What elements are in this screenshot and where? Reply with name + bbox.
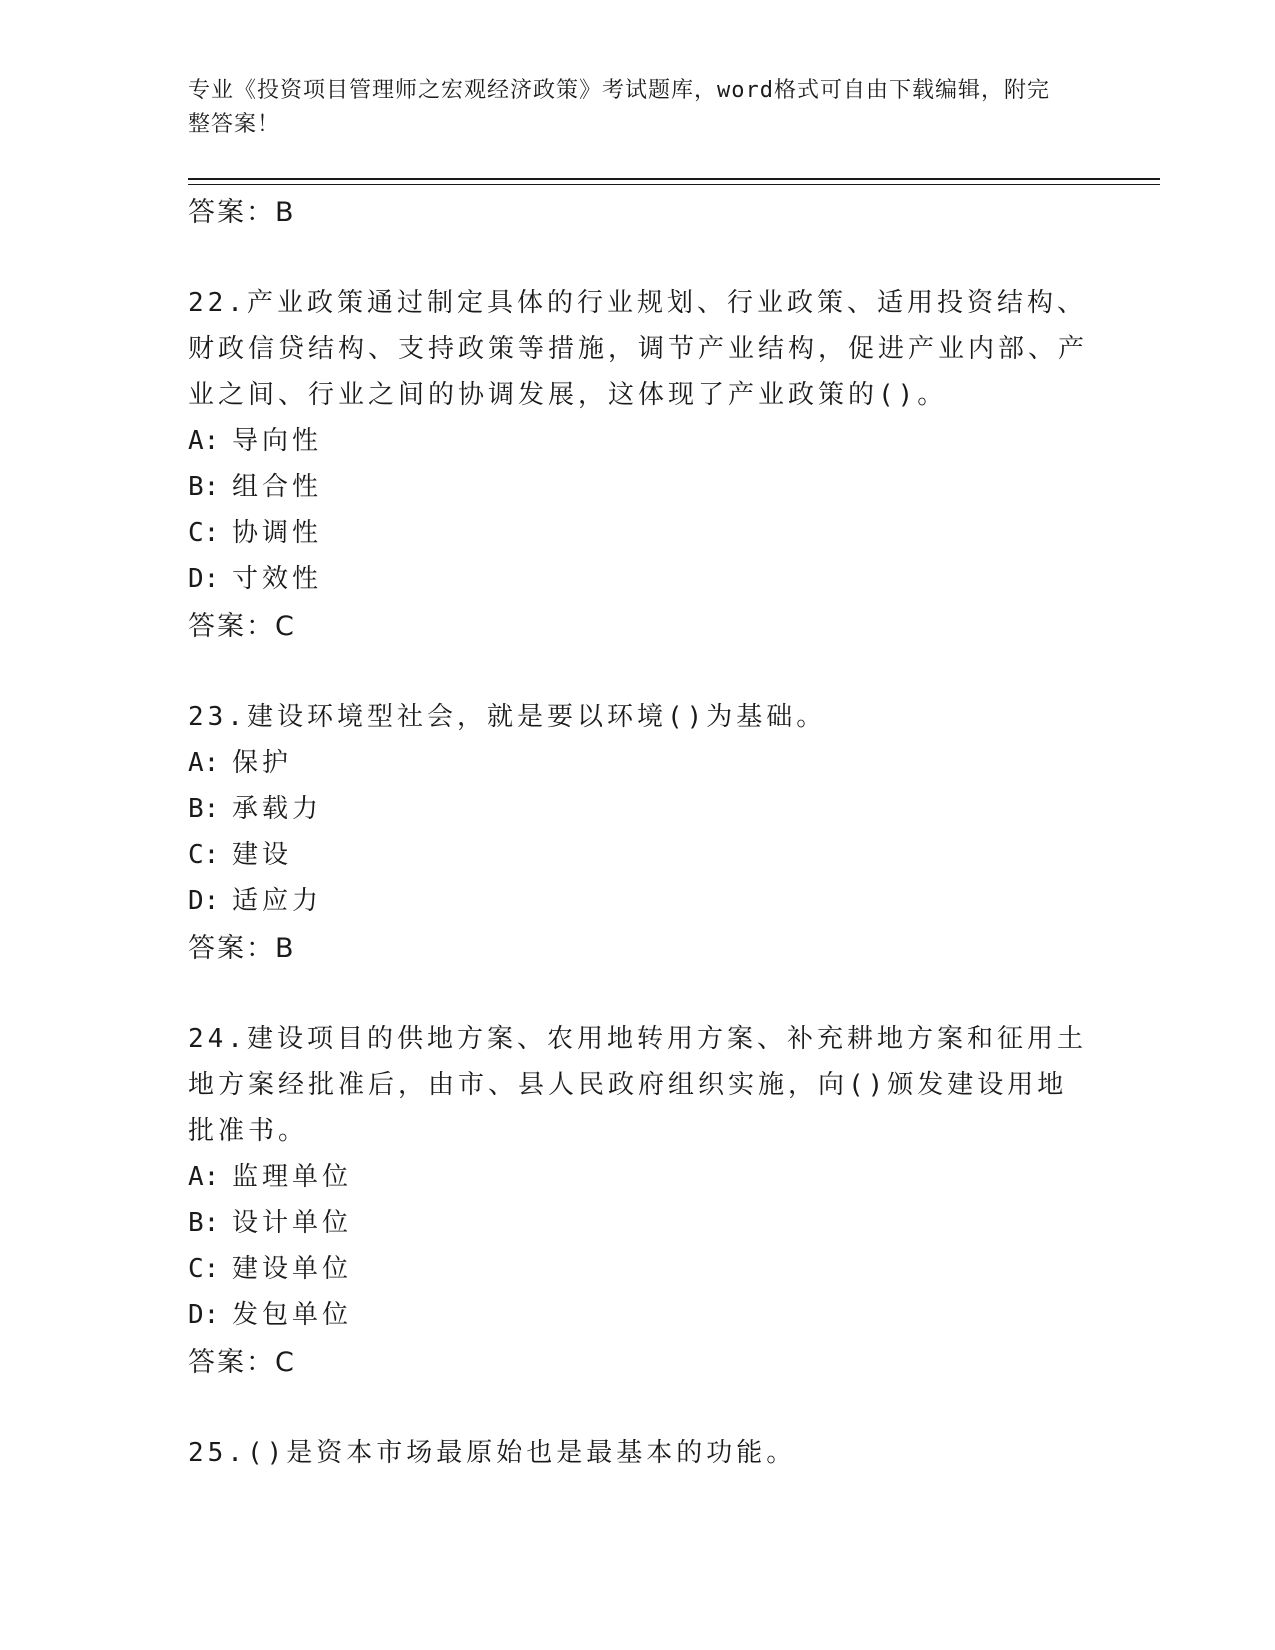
option-text: 寸效性 [232,564,323,594]
answer-label: 答案： [188,197,275,228]
option-text: 保护 [232,748,293,778]
document-header-note: 专业《投资项目管理师之宏观经济政策》考试题库，word格式可自由下载编辑，附完整答案！ [188,78,1050,137]
option-text: 承载力 [232,794,323,824]
option-key: A: [188,1162,220,1192]
option-c [188,1246,1088,1292]
option-key: C: [188,1254,220,1284]
option-text: 监理单位 [232,1162,353,1192]
header-divider-thick [188,178,1160,180]
option-key: B: [188,1208,220,1238]
option-text: 建设单位 [232,1254,353,1284]
option-d [188,878,1088,924]
option-b [188,1200,1088,1246]
option-key: B: [188,472,220,502]
option-b [188,464,1088,510]
option-b [188,786,1088,832]
option-a [188,1154,1088,1200]
answer-value: B [275,933,296,964]
option-c [188,510,1088,556]
option-text: 建设 [232,840,293,870]
option-text: 导向性 [232,426,323,456]
option-text: 适应力 [232,886,323,916]
question-text: 25.()是资本市场最原始也是最基本的功能。 [188,1438,797,1468]
question-block [188,1430,1088,1476]
option-key: D: [188,886,220,916]
option-d [188,556,1088,602]
question-text: 24.建设项目的供地方案、农用地转用方案、补充耕地方案和征用土地方案经批准后，由市、县人民政府组织实施，向()颁发建设用地批准书。 [188,1024,1087,1146]
option-a [188,740,1088,786]
header-divider-thin [188,184,1160,185]
option-c [188,832,1088,878]
question-block [188,694,1088,972]
option-key: B: [188,794,220,824]
answer-line [188,604,1088,650]
option-key: D: [188,564,220,594]
question-text: 22.产业政策通过制定具体的行业规划、行业政策、适用投资结构、财政信贷结构、支持政策等措施，调节产业结构，促进产业内部、产业之间、行业之间的协调发展，这体现了产业政策的()。 [188,288,1089,410]
option-a [188,418,1088,464]
answer-line [188,1340,1088,1386]
option-key: C: [188,518,220,548]
question-list [188,188,1088,1476]
option-text: 协调性 [232,518,323,548]
answer-line [188,190,1088,236]
question-block [188,1016,1088,1386]
question-text: 23.建设环境型社会，就是要以环境()为基础。 [188,702,827,732]
answer-label: 答案： [188,933,275,964]
answer-line [188,926,1088,972]
answer-label: 答案： [188,611,275,642]
answer-value: C [275,1347,296,1378]
option-key: C: [188,840,220,870]
option-text: 设计单位 [232,1208,353,1238]
option-text: 发包单位 [232,1300,353,1330]
answer-value: B [275,197,296,228]
question-block [188,280,1088,650]
answer-label: 答案： [188,1347,275,1378]
option-text: 组合性 [232,472,323,502]
option-key: A: [188,748,220,778]
option-key: A: [188,426,220,456]
answer-value: C [275,611,296,642]
option-d [188,1292,1088,1338]
option-key: D: [188,1300,220,1330]
